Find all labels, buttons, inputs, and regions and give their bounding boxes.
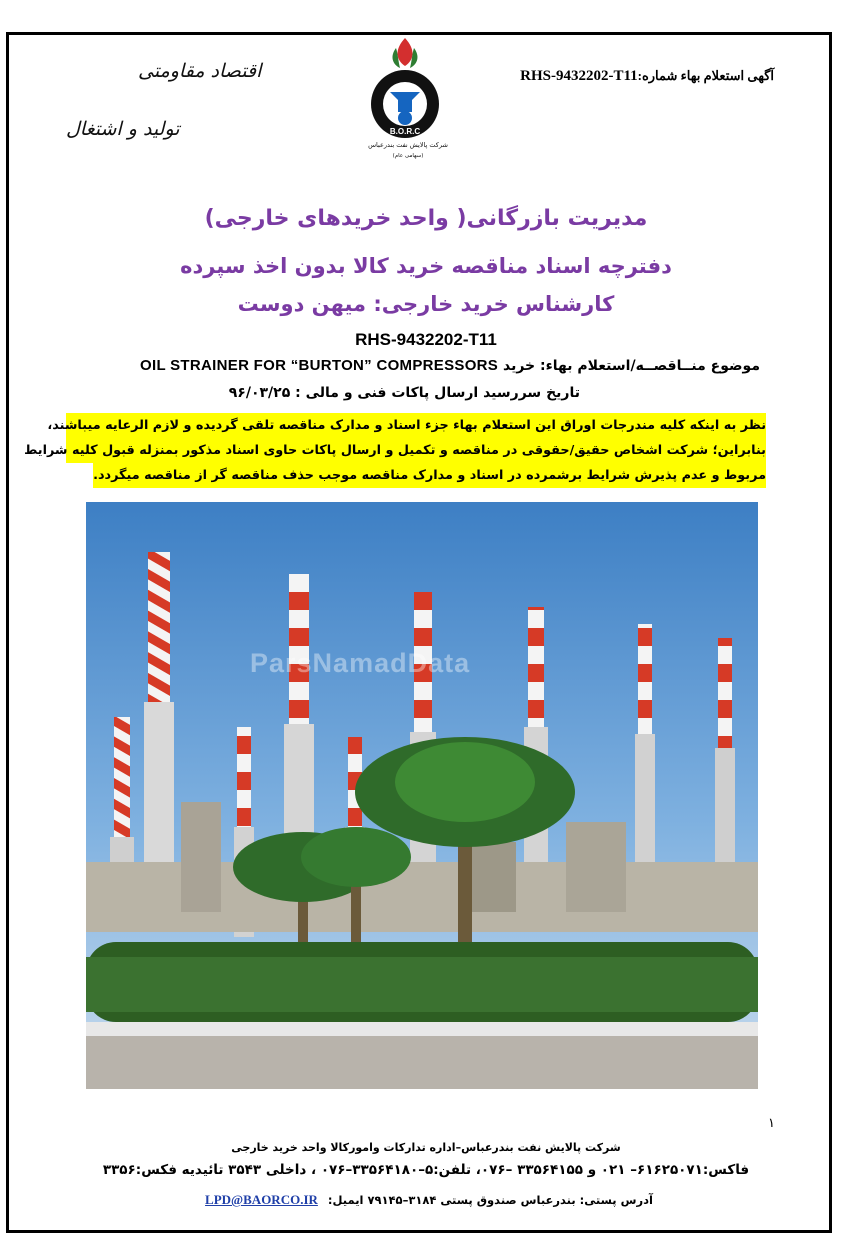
company-logo — [346, 32, 464, 162]
svg-text:B.O.R.C: B.O.R.C — [389, 127, 421, 136]
announcement-number-label: آگهی استعلام بهاء شماره: — [637, 68, 774, 83]
terms-notice-line: بنابراین؛ شرکت اشخاص حقیق/حقوقی در مناقصه و تکمیل و ارسال پاکات حاوی اسناد مذکور بمنزله قبول کلیه شرایط — [66, 438, 766, 463]
svg-text:(سهامی عام): (سهامی عام) — [392, 153, 424, 159]
terms-notice — [24, 413, 766, 488]
document-title: دفترچه اسناد مناقصه خرید کالا بدون اخذ سپرده — [180, 254, 672, 278]
submission-deadline: تاریخ سررسید ارسال پاکات فنی و مالی : ۹۶/۰۳/۲۵ — [228, 385, 580, 401]
department-title: مدیریت بازرگانی( واحد خریدهای خارجی) — [204, 206, 648, 231]
announcement-number — [520, 68, 774, 85]
footer-address — [0, 1192, 852, 1208]
watermark: ParsNamadData — [250, 648, 471, 678]
footer-department: شرکت پالایش نفت بندرعباس–اداره تدارکات وامورکالا واحد خرید خارجی — [231, 1141, 621, 1154]
tender-subject-item: OIL STRAINER FOR “BURTON” COMPRESSORS — [140, 357, 499, 374]
svg-text:شرکت پالایش نفت بندرعباس: شرکت پالایش نفت بندرعباس — [368, 141, 448, 149]
terms-notice-line: مربوط و عدم پذیرش شرایط برشمرده در اسناد و مدارک مناقصه موجب حذف مناقصه گر از مناقصه میگردد. — [93, 463, 766, 488]
footer-address-text: آدرس پستی: بندرعباس صندوق پستی ۳۱۸۴–۷۹۱۴۵ ایمیل: — [327, 1193, 653, 1207]
refinery-photo — [86, 502, 758, 1089]
footer-contact-numbers: فاکس:۶۱۶۲۵۰۷۱– ۰۲۱ و ۳۳۵۶۴۱۵۵ –۰۷۶، تلفن:۵–۳۳۵۶۴۱۸۰–۰۷۶ ، داخلی ۳۵۴۳ تائیدیه فکس:۳۳۵۶ — [102, 1162, 750, 1178]
tender-code: RHS-9432202-T11 — [355, 330, 497, 349]
tender-subject-label: موضوع منــاقصــه/استعلام بهاء: خرید — [502, 358, 760, 374]
announcement-number-code: RHS-9432202-T11 — [520, 68, 638, 84]
page-number: ۱ — [768, 1116, 775, 1131]
email-link[interactable]: LPD@BAORCO.IR — [205, 1192, 318, 1207]
slogan-line-1: اقتصاد مقاومتی — [138, 60, 262, 82]
tender-subject — [140, 357, 760, 374]
slogan-line-2: تولید و اشتغال — [66, 118, 180, 140]
terms-notice-line: نظر به اینکه کلیه مندرجات اوراق این استعلام بهاء جزء اسناد و مدارک مناقصه تلقی گردیده و لازم الرعایه میباشند، — [66, 413, 766, 438]
purchase-expert: کارشناس خرید خارجی: میهن دوست — [237, 292, 615, 316]
